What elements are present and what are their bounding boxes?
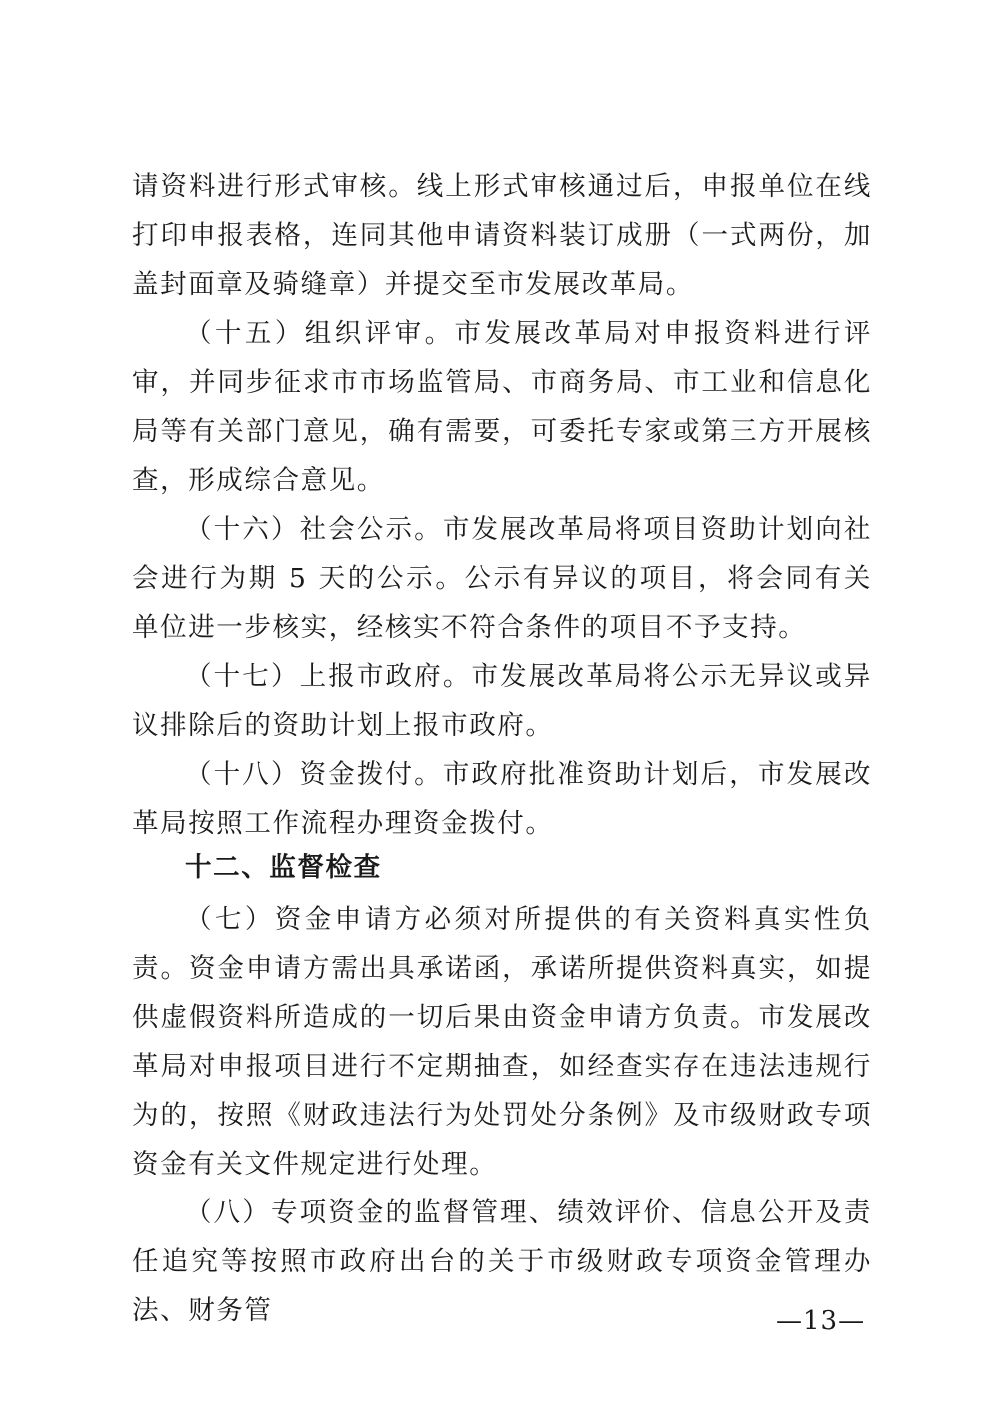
section-heading: 十二、监督检查	[185, 852, 382, 883]
page-number: —13—	[776, 1306, 866, 1336]
paragraph-item-16: （十六）社会公示。市发展改革局将项目资助计划向社会进行为期 5 天的公示。公示有异议的项目，将会同有关单位进一步核实，经核实不符合条件的项目不予支持。	[132, 514, 872, 643]
paragraph-item-17: （十七）上报市政府。市发展改革局将公示无异议或异议排除后的资助计划上报市政府。	[132, 661, 872, 741]
paragraph-item-15: （十五）组织评审。市发展改革局对申报资料进行评审，并同步征求市市场监管局、市商务局、市工业和信息化局等有关部门意见，确有需要，可委托专家或第三方开展核查，形成综合意见。	[132, 318, 872, 496]
paragraph-item-18: （十八）资金拨付。市政府批准资助计划后，市发展改革局按照工作流程办理资金拨付。	[132, 759, 872, 839]
paragraph-review-continuation: 请资料进行形式审核。线上形式审核通过后，申报单位在线打印申报表格，连同其他申请资料装订成册（一式两份，加盖封面章及骑缝章）并提交至市发展改革局。	[132, 171, 872, 300]
paragraph-item-8: （八）专项资金的监督管理、绩效评价、信息公开及责任追究等按照市政府出台的关于市级财政专项资金管理办法、财务管	[132, 1197, 872, 1326]
paragraph-item-7: （七）资金申请方必须对所提供的有关资料真实性负责。资金申请方需出具承诺函，承诺所提供资料真实，如提供虚假资料所造成的一切后果由资金申请方负责。市发展改革局对申报项目进行不定期抽查，如经查实存在违法违规行为的，按照《财政违法行为处罚处分条例》及市级财政专项资金有关文件规定进行处理。	[132, 904, 872, 1180]
